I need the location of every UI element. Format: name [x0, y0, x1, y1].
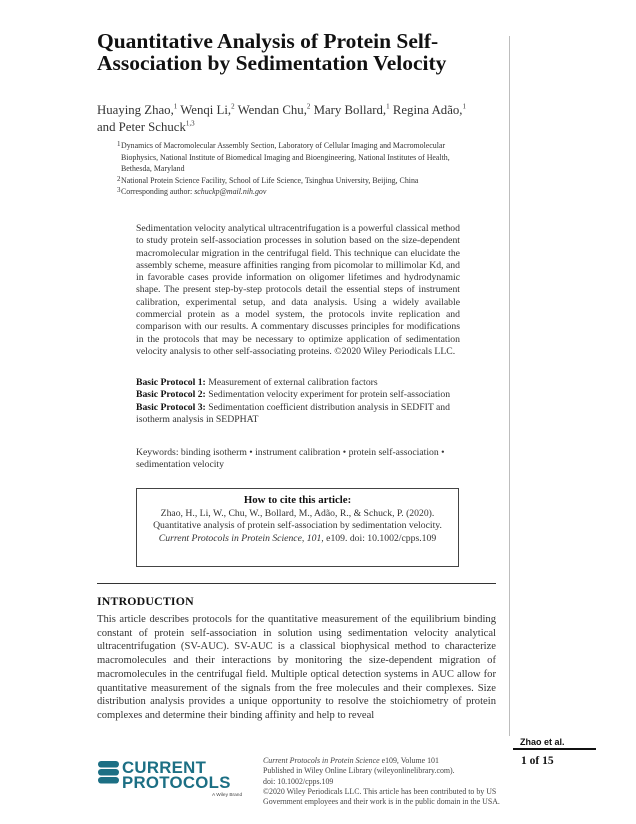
section-divider	[97, 583, 496, 584]
citation-box	[136, 488, 459, 567]
author: Regina Adão,$^1$	[392, 102, 466, 117]
author: and Peter Schuck$^{1,3}$	[97, 119, 195, 134]
abstract-text: Sedimentation velocity analytical ultracentrifugation is a powerful classical method to study protein self-association processes in solution based on the size-dependent macromolecular migration in the centrifugal field. This technique can elucidate the assembly scheme, measure affinities ranging from picomolar to millimolar Kd, and in favorable cases provide information on oligomer lifetimes and hydrodynamic shape. The present step-by-step protocols detail the essential steps of instrument calibration, experimental setup, and data analysis. Using a widely available commercial protein as a model system, the protocols invite replication and comparison with our results. A commentary discusses principles for modifications in the protocols that may be necessary to optimize application of sedimentation velocity analysis to other self-associating proteins. ©2020 Wiley Periodicals LLC.	[136, 223, 460, 357]
affiliation: 2 National Protein Science Facility, School of Life Science, Tsinghua University, Beijing, China	[117, 174, 419, 185]
author: Wendan Chu,$^2$	[237, 102, 311, 117]
affiliations	[117, 140, 462, 198]
section-heading-introduction: INTRODUCTION	[97, 594, 194, 608]
article-title: Quantitative Analysis of Protein Self-Association by Sedimentation Velocity	[97, 29, 447, 75]
running-head: Zhao et al.	[520, 737, 565, 747]
author-email[interactable]: schuckp@mail.nih.gov	[194, 187, 267, 196]
corresponding-author: 3 Corresponding author: schuckp@mail.nih.gov	[117, 186, 267, 196]
publication-info: Current Protocols in Protein Science e109, Volume 101 Published in Wiley Online Library (wileyonlinelibrary.com). doi: 10.1002/cpps.109 ©2020 Wiley Periodicals LLC. This article has been contributed to by US Government employees and their work is in the public domain in the USA.	[263, 756, 500, 807]
logo-wordmark: CURRENT PROTOCOLS	[122, 758, 231, 792]
protocol-item: Basic Protocol 3: Sedimentation coefficient distribution analysis in SEDFIT and isotherm analysis in SEDPHAT	[136, 401, 450, 425]
author: Mary Bollard,$^1$	[313, 102, 390, 117]
logo-mark-icon	[98, 761, 119, 789]
page-number-rule	[513, 748, 596, 750]
keywords: Keywords: binding isotherm • instrument calibration • protein self-association • sedimentation velocity	[136, 447, 445, 471]
citation-heading: How to cite this article:	[243, 494, 352, 506]
protocol-item: Basic Protocol 2: Sedimentation velocity experiment for protein self-association	[136, 389, 451, 401]
logo-tagline: A Wiley Brand	[212, 793, 243, 798]
author-list	[97, 102, 497, 136]
affiliation: 1 Dynamics of Macromolecular Assembly Section, Laboratory of Cellular Imaging and Macromolecular Biophysics, National Institute of Biomedical Imaging and Bioengineering, National Institutes of Health, Bethesda, Maryland	[117, 140, 450, 173]
author: Wenqi Li,$^2$	[180, 102, 235, 117]
introduction-text: This article describes protocols for the quantitative measurement of the equilibrium binding constant of protein self-association in solution using sedimentation velocity analytical ultracentrifugation (SV-AUC). SV-AUC is a classical biophysical method to characterize macromolecules and their interactions by monitoring the size-dependent migration of macromolecules in the centrifugal field. Multiple optical detection systems in AUC allow for quantitative measurement of the signals from the free molecules and their complexes. Size distribution analysis provides a unique opportunity to resolve the stoichiometry of protein complexes and determine their binding affinity and help to reveal	[97, 614, 496, 721]
author: Huaying Zhao,$^1$	[97, 102, 178, 117]
margin-rule	[509, 36, 510, 736]
current-protocols-logo	[98, 760, 248, 800]
citation-text: Zhao, H., Li, W., Chu, W., Bollard, M., Adão, R., & Schuck, P. (2020). Quantitative analysis of protein self-association by sedimentation velocity. Current Protocols in Protein Science, 101, e109. doi: 10.1002/cpps.109	[153, 507, 442, 544]
page-number: 1 of 15	[521, 755, 554, 767]
protocol-item: Basic Protocol 1: Measurement of external calibration factors	[136, 377, 378, 388]
basic-protocols	[136, 377, 460, 426]
abstract	[136, 223, 460, 358]
